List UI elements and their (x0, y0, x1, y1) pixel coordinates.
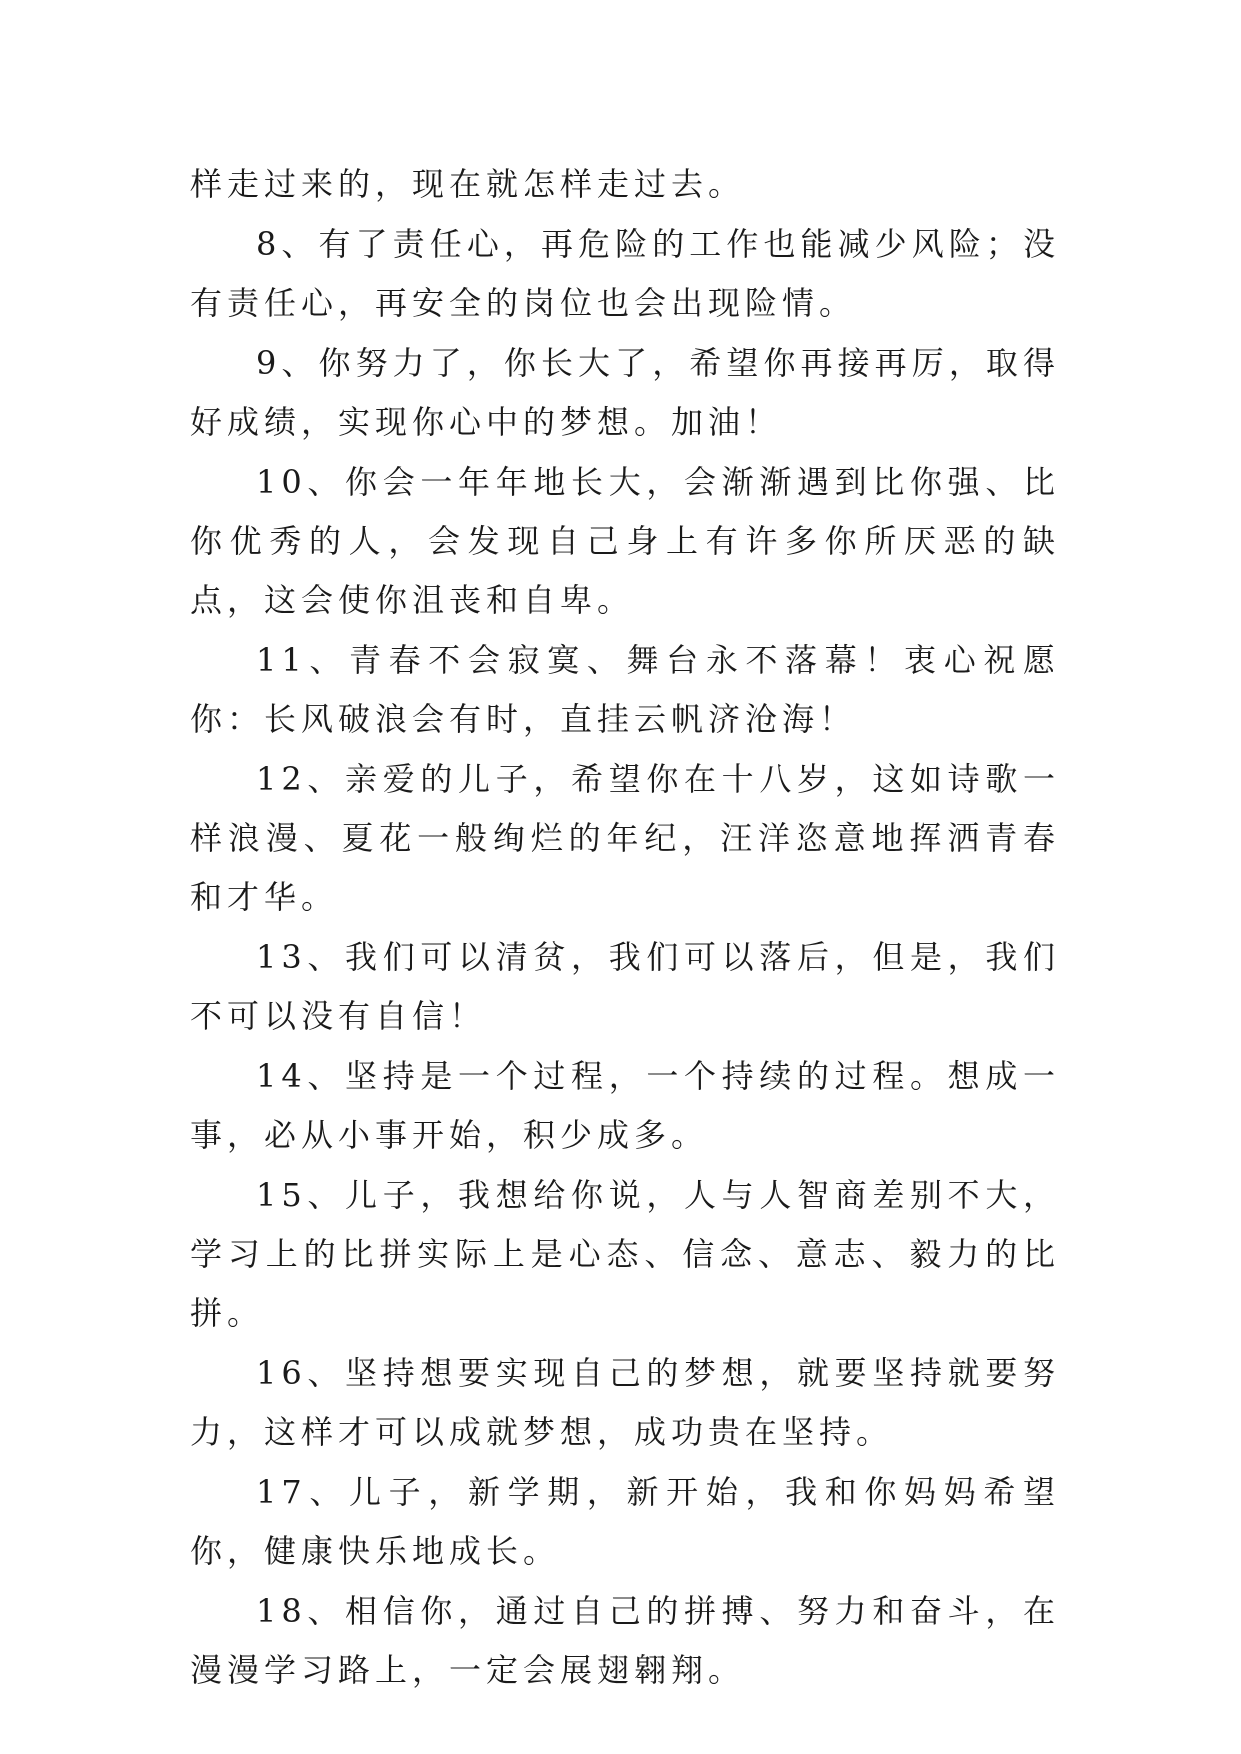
paragraph-item-16: 16、坚持想要实现自己的梦想，就要坚持就要努力，这样才可以成就梦想，成功贵在坚持。 (190, 1354, 1060, 1451)
paragraph-continuation: 样走过来的，现在就怎样走过去。 (190, 165, 746, 203)
paragraph-item-13: 13、我们可以清贫，我们可以落后，但是，我们不可以没有自信！ (190, 938, 1060, 1035)
paragraph-item-10: 10、你会一年年地长大，会渐渐遇到比你强、比你优秀的人，会发现自己身上有许多你所厌恶的缺点，这会使你沮丧和自卑。 (190, 463, 1060, 619)
paragraph-item-11: 11、青春不会寂寞、舞台永不落幕！衷心祝愿你：长风破浪会有时，直挂云帆济沧海！ (190, 641, 1060, 738)
document-body (190, 155, 1060, 1701)
paragraph-item-14: 14、坚持是一个过程，一个持续的过程。想成一事，必从小事开始，积少成多。 (190, 1057, 1060, 1154)
paragraph-item-8: 8、有了责任心，再危险的工作也能减少风险；没有责任心，再安全的岗位也会出现险情。 (190, 225, 1060, 322)
paragraph-item-18: 18、相信你，通过自己的拼搏、努力和奋斗，在漫漫学习路上，一定会展翅翱翔。 (190, 1592, 1060, 1689)
paragraph-item-9: 9、你努力了，你长大了，希望你再接再厉，取得好成绩，实现你心中的梦想。加油！ (190, 344, 1060, 441)
paragraph-item-12: 12、亲爱的儿子，希望你在十八岁，这如诗歌一样浪漫、夏花一般绚烂的年纪，汪洋恣意地挥洒青春和才华。 (190, 760, 1060, 916)
paragraph-item-17: 17、儿子，新学期，新开始，我和你妈妈希望你，健康快乐地成长。 (190, 1473, 1060, 1570)
paragraph-item-15: 15、儿子，我想给你说，人与人智商差别不大，学习上的比拼实际上是心态、信念、意志、毅力的比拼。 (190, 1176, 1060, 1332)
